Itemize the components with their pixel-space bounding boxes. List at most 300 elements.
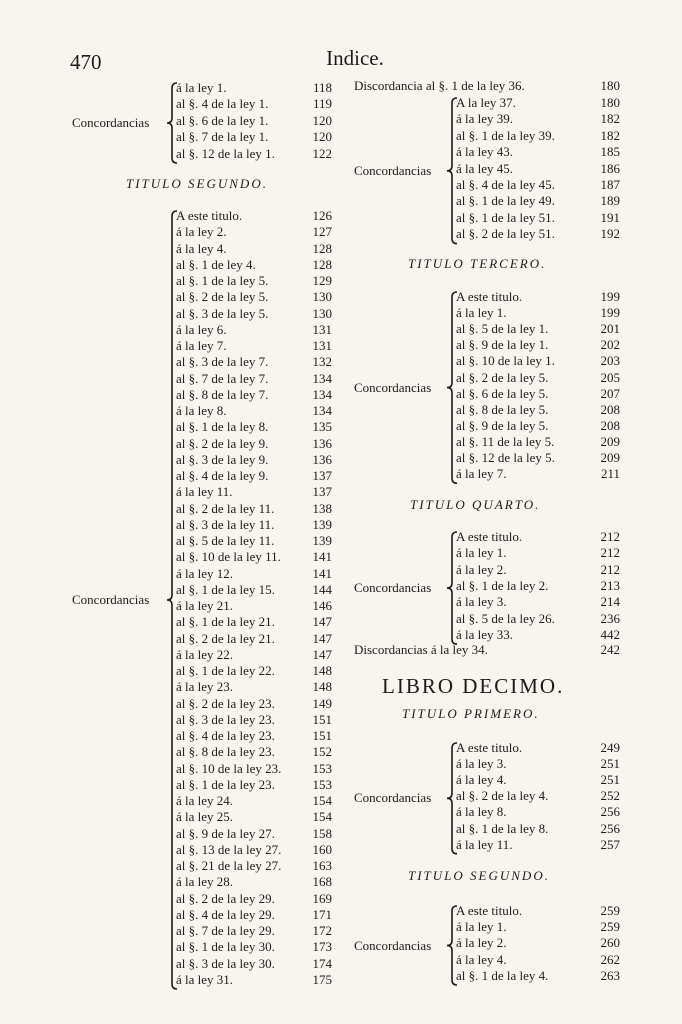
brace-icon: [446, 97, 458, 245]
entry-text: al §. 7 de la ley 29.: [176, 923, 275, 938]
concordancias-group: [0, 208, 345, 988]
list-item: [456, 402, 620, 418]
entry-page: 173: [312, 939, 332, 955]
entry-text: al §. 1 de la ley 15.: [176, 581, 275, 597]
list-item: [176, 566, 332, 582]
discordancia-entry: [354, 642, 620, 658]
list-item: [456, 144, 620, 160]
entry-text: al §. 3 de la ley 30.: [176, 955, 275, 971]
concordancias-label: Concordancias: [354, 580, 432, 596]
list-item: [176, 826, 332, 842]
entry-page: 182: [600, 111, 620, 127]
entry-text: al §. 13 de la ley 27.: [176, 841, 282, 857]
entry-text: á la ley 22.: [176, 646, 234, 662]
list-item: [176, 113, 332, 129]
list-item: [176, 96, 332, 112]
entry-page: 180: [600, 78, 620, 93]
entry-page: 168: [312, 874, 332, 890]
entry-page: 175: [312, 971, 332, 987]
list-item: [176, 793, 332, 809]
list-item: [456, 545, 620, 561]
list-item: [176, 777, 332, 793]
entry-text: á la ley 8.: [176, 403, 227, 418]
entry-text: al §. 8 de la ley 7.: [176, 386, 269, 402]
brace-icon: [446, 291, 458, 484]
entries-list: [456, 903, 620, 984]
brace-icon: [446, 531, 458, 645]
entry-page: 212: [600, 561, 620, 577]
section-heading: TITULO QUARTO.: [410, 497, 541, 512]
entry-page: 160: [312, 841, 332, 857]
list-item: [176, 501, 332, 517]
list-item: [176, 907, 332, 923]
entry-text: al §. 2 de la ley 29.: [176, 890, 275, 906]
list-item: [456, 919, 620, 935]
list-item: [176, 257, 332, 273]
list-item: [456, 353, 620, 369]
list-item: [456, 289, 620, 305]
concordancias-label: Concordancias: [72, 115, 150, 130]
entry-page: 212: [600, 529, 620, 544]
entry-page: 146: [312, 598, 332, 613]
entry-page: 207: [600, 385, 620, 401]
entry-text: al §. 7 de la ley 1.: [176, 129, 269, 145]
list-item: [176, 322, 332, 338]
list-item: [176, 129, 332, 145]
entry-page: 260: [600, 935, 620, 951]
entry-page: 130: [312, 305, 332, 321]
entry-text: al §. 1 de la ley 30.: [176, 939, 275, 955]
concordancias-label: Concordancias: [354, 790, 432, 806]
list-item: [176, 858, 332, 874]
page-number: 470: [70, 50, 102, 74]
entry-page: 148: [312, 679, 332, 695]
concordancias-group: [348, 740, 682, 853]
brace-icon: [166, 82, 178, 164]
entry-text: A la ley 37.: [456, 95, 516, 110]
entry-page: 442: [600, 626, 620, 642]
entry-page: 205: [600, 369, 620, 385]
list-item: [456, 128, 620, 144]
entry-text: A este titulo.: [456, 903, 523, 918]
entry-page: 147: [312, 630, 332, 646]
list-item: [176, 728, 332, 744]
entry-text: á la ley 11.: [456, 836, 513, 852]
list-item: [176, 956, 332, 972]
entry-text: A este titulo.: [176, 208, 243, 223]
list-item: [176, 224, 332, 240]
list-item: [176, 371, 332, 387]
entry-page: 138: [312, 500, 332, 516]
entry-page: 185: [600, 144, 620, 160]
entry-page: 141: [312, 565, 332, 581]
entry-text: al §. 10 de la ley 1.: [456, 353, 555, 369]
entry-page: 242: [600, 642, 620, 657]
list-item: [176, 679, 332, 695]
entry-text: al §. 4 de la ley 29.: [176, 906, 275, 922]
entry-page: 139: [312, 533, 332, 548]
entry-text: á la ley 4.: [456, 772, 507, 788]
discordancia-entry: [354, 78, 620, 94]
concordancias-label: Concordancias: [354, 937, 432, 953]
entry-text: al §. 3 de la ley 11.: [176, 516, 275, 532]
entry-page: 209: [600, 433, 620, 449]
entry-text: al §. 2 de la ley 11.: [176, 500, 275, 516]
entry-page: 139: [312, 516, 332, 532]
entry-page: 122: [312, 145, 332, 161]
list-item: [176, 891, 332, 907]
entry-text: al §. 8 de la ley 5.: [456, 401, 549, 417]
entry-text: al §. 1 de la ley 4.: [456, 967, 549, 983]
entry-text: al §. 9 de la ley 27.: [176, 825, 275, 841]
entry-page: 134: [312, 386, 332, 402]
brace-icon: [446, 742, 458, 855]
list-item: [456, 821, 620, 837]
list-item: [176, 273, 332, 289]
list-item: [456, 611, 620, 627]
entry-page: 180: [600, 95, 620, 110]
list-item: [176, 663, 332, 679]
entry-text: Discordancia al §. 1 de la ley 36.: [354, 78, 525, 93]
entry-page: 130: [312, 289, 332, 305]
list-item: [176, 533, 332, 549]
list-item: [176, 874, 332, 890]
list-item: [456, 772, 620, 788]
entry-page: 249: [600, 740, 620, 755]
entry-text: á la ley 21.: [176, 598, 234, 613]
entry-text: á la ley 2.: [176, 224, 227, 240]
entry-text: al §. 3 de la ley 5.: [176, 305, 269, 321]
entry-page: 252: [600, 788, 620, 804]
list-item: [456, 177, 620, 193]
list-item: [176, 419, 332, 435]
concordancias-label: Concordancias: [72, 592, 150, 607]
entry-text: al §. 2 de la ley 9.: [176, 435, 269, 451]
concordancias-label: Concordancias: [354, 379, 432, 395]
entry-text: á la ley 43.: [456, 144, 514, 160]
entry-text: al §. 1 de la ley 2.: [456, 577, 549, 593]
entry-page: 259: [600, 919, 620, 935]
entry-text: á la ley 4.: [176, 240, 227, 256]
list-item: [456, 434, 620, 450]
entry-page: 147: [312, 646, 332, 662]
list-item: [176, 403, 332, 419]
entry-text: al §. 1 de la ley 8.: [456, 820, 549, 836]
entry-page: 212: [600, 545, 620, 561]
entry-page: 128: [312, 256, 332, 272]
entry-text: á la ley 1.: [456, 305, 507, 321]
entry-page: 262: [600, 951, 620, 967]
entry-page: 158: [312, 825, 332, 841]
list-item: [176, 80, 332, 96]
entry-page: 187: [600, 177, 620, 192]
list-item: [456, 418, 620, 434]
entry-text: al §. 12 de la ley 5.: [456, 450, 555, 465]
list-item: [176, 484, 332, 500]
entry-text: á la ley 1.: [176, 80, 227, 95]
entry-page: 199: [600, 305, 620, 321]
entry-page: 154: [312, 809, 332, 825]
list-item: [456, 95, 620, 111]
list-item: [456, 305, 620, 321]
list-item: [176, 549, 332, 565]
entry-page: 153: [312, 760, 332, 776]
list-item: [176, 582, 332, 598]
entry-text: al §. 1 de la ley 21.: [176, 614, 275, 630]
entry-page: 202: [600, 337, 620, 353]
entry-text: á la ley 12.: [176, 565, 234, 581]
entry-page: 191: [600, 209, 620, 225]
entry-page: 251: [600, 756, 620, 772]
entry-text: á la ley 3.: [456, 594, 507, 610]
entry-text: al §. 1 de la ley 5.: [176, 273, 269, 288]
entry-text: al §. 2 de la ley 4.: [456, 788, 549, 804]
entry-text: A este titulo.: [456, 289, 523, 304]
entry-page: 189: [600, 193, 620, 209]
list-item: [176, 842, 332, 858]
entry-page: 172: [312, 923, 332, 938]
entry-text: al §. 4 de la ley 9.: [176, 468, 269, 483]
entry-text: al §. 1 de la ley 8.: [176, 419, 269, 435]
entry-text: al §. 1 de la ley 39.: [456, 127, 555, 143]
entry-text: al §. 4 de la ley 1.: [176, 96, 269, 112]
brace-icon: [446, 905, 458, 986]
entry-text: al §. 1 de la ley 51.: [456, 209, 555, 225]
entry-text: al §. 9 de la ley 1.: [456, 337, 549, 353]
entry-page: 163: [312, 858, 332, 873]
entry-page: 119: [312, 96, 332, 112]
entry-page: 149: [312, 695, 332, 711]
entry-page: 134: [312, 403, 332, 418]
entry-page: 153: [312, 776, 332, 792]
entry-text: al §. 2 de la ley 5.: [456, 369, 549, 385]
entry-page: 251: [600, 772, 620, 788]
entry-page: 135: [312, 419, 332, 435]
list-item: [176, 712, 332, 728]
entry-text: al §. 1 de la ley 49.: [456, 193, 555, 209]
section-heading: TITULO PRIMERO.: [402, 706, 540, 721]
list-item: [456, 370, 620, 386]
entry-page: 132: [312, 354, 332, 370]
list-item: [176, 241, 332, 257]
entry-page: 118: [312, 80, 332, 95]
entry-text: al §. 10 de la ley 23.: [176, 760, 282, 776]
entry-text: á la ley 23.: [176, 679, 234, 695]
entry-page: 259: [600, 903, 620, 918]
concordancias-group: [348, 289, 682, 482]
entry-text: al §. 6 de la ley 1.: [176, 112, 269, 128]
list-item: [456, 952, 620, 968]
list-item: [176, 289, 332, 305]
entry-text: al §. 2 de la ley 21.: [176, 630, 275, 646]
entry-page: 203: [600, 353, 620, 369]
entry-text: al §. 21 de la ley 27.: [176, 858, 282, 873]
section-heading: TITULO SEGUNDO.: [126, 176, 268, 191]
entry-text: al §. 10 de la ley 11.: [176, 549, 281, 565]
concordancias-label: Concordancias: [354, 162, 432, 178]
list-item: [176, 338, 332, 354]
entry-text: al §. 5 de la ley 26.: [456, 610, 555, 626]
concordancias-group: [348, 903, 682, 984]
book-heading: LIBRO DECIMO.: [382, 674, 565, 698]
list-item: [456, 111, 620, 127]
list-item: [176, 761, 332, 777]
entry-page: 257: [600, 836, 620, 852]
entries-list: [456, 529, 620, 643]
entry-text: á la ley 33.: [456, 626, 514, 642]
entry-page: 169: [312, 890, 332, 906]
entry-text: á la ley 7.: [176, 338, 227, 353]
list-item: [176, 452, 332, 468]
list-item: [176, 647, 332, 663]
list-item: [456, 529, 620, 545]
entry-text: á la ley 45.: [456, 160, 514, 176]
entry-text: al §. 7 de la ley 7.: [176, 370, 269, 386]
entry-text: á la ley 1.: [456, 919, 507, 935]
entry-text: al §. 2 de la ley 5.: [176, 289, 269, 305]
list-item: [456, 804, 620, 820]
list-item: [456, 578, 620, 594]
concordancias-group: [348, 95, 682, 243]
list-item: [456, 756, 620, 772]
list-item: [176, 468, 332, 484]
entry-page: 144: [312, 581, 332, 597]
list-item: [456, 740, 620, 756]
list-item: [456, 466, 620, 482]
list-item: [456, 193, 620, 209]
entry-text: á la ley 28.: [176, 874, 234, 890]
entry-text: al §. 6 de la ley 5.: [456, 385, 549, 401]
entry-text: al §. 2 de la ley 51.: [456, 226, 555, 242]
list-item: [456, 627, 620, 643]
entry-text: á la ley 25.: [176, 809, 234, 825]
entry-text: á la ley 3.: [456, 756, 507, 772]
list-item: [176, 972, 332, 988]
entry-text: á la ley 8.: [456, 804, 507, 820]
entry-text: á la ley 24.: [176, 793, 234, 808]
entry-page: 174: [312, 955, 332, 971]
section-heading: TITULO SEGUNDO.: [408, 868, 550, 883]
entry-text: á la ley 11.: [176, 484, 233, 500]
concordancias-group: [348, 529, 682, 643]
entry-text: al §. 2 de la ley 23.: [176, 695, 275, 711]
list-item: [456, 935, 620, 951]
entry-page: 236: [600, 610, 620, 626]
section-heading: TITULO TERCERO.: [408, 256, 547, 271]
list-item: [456, 562, 620, 578]
entry-text: á la ley 4.: [456, 951, 507, 967]
list-item: [456, 161, 620, 177]
list-item: [456, 594, 620, 610]
entries-list: [176, 80, 332, 162]
entry-page: 208: [600, 417, 620, 433]
entry-page: 137: [312, 484, 332, 500]
list-item: [176, 696, 332, 712]
entries-list: [456, 740, 620, 853]
entry-text: á la ley 1.: [456, 545, 507, 561]
entry-page: 131: [312, 338, 332, 353]
list-item: [176, 809, 332, 825]
entry-page: 151: [312, 711, 332, 727]
entry-text: á la ley 2.: [456, 561, 507, 577]
entry-text: al §. 12 de la ley 1.: [176, 145, 275, 161]
entry-text: al §. 8 de la ley 23.: [176, 744, 275, 760]
entry-page: 141: [312, 549, 332, 565]
entry-text: al §. 4 de la ley 23.: [176, 728, 275, 743]
entry-text: al §. 9 de la ley 5.: [456, 417, 549, 433]
list-item: [456, 903, 620, 919]
entry-page: 120: [312, 112, 332, 128]
entry-text: Discordancias á la ley 34.: [354, 642, 488, 657]
entry-page: 127: [312, 224, 332, 240]
entry-text: á la ley 31.: [176, 971, 234, 987]
entry-page: 154: [312, 793, 332, 808]
list-item: [176, 354, 332, 370]
entry-text: al §. 3 de la ley 9.: [176, 451, 269, 467]
list-item: [456, 210, 620, 226]
list-item: [176, 598, 332, 614]
entry-page: 128: [312, 240, 332, 256]
entry-text: á la ley 7.: [456, 466, 507, 482]
list-item: [176, 631, 332, 647]
entry-page: 137: [312, 468, 332, 483]
page-title: Indice.: [326, 46, 384, 70]
entry-page: 171: [312, 906, 332, 922]
entry-page: 208: [600, 401, 620, 417]
entry-page: 213: [600, 577, 620, 593]
concordancias-group: [0, 80, 345, 162]
entry-text: al §. 1 de ley 4.: [176, 256, 256, 272]
entry-page: 256: [600, 820, 620, 836]
list-item: [176, 146, 332, 162]
entry-text: al §. 4 de la ley 45.: [456, 177, 555, 192]
entry-page: 131: [312, 321, 332, 337]
entry-page: 152: [312, 744, 332, 760]
entry-page: 209: [600, 450, 620, 465]
list-item: [176, 436, 332, 452]
list-item: [176, 923, 332, 939]
list-item: [456, 968, 620, 984]
list-item: [176, 306, 332, 322]
entry-text: á la ley 6.: [176, 321, 227, 337]
entry-text: al §. 5 de la ley 1.: [456, 321, 549, 337]
entry-page: 148: [312, 663, 332, 678]
entry-page: 129: [312, 273, 332, 288]
entry-text: al §. 3 de la ley 23.: [176, 711, 275, 727]
entry-page: 263: [600, 967, 620, 983]
list-item: [456, 788, 620, 804]
entry-page: 134: [312, 370, 332, 386]
entries-list: [176, 208, 332, 988]
entry-page: 192: [600, 226, 620, 242]
entries-list: [456, 95, 620, 243]
entry-text: al §. 3 de la ley 7.: [176, 354, 269, 370]
entry-text: al §. 1 de la ley 22.: [176, 663, 275, 678]
entry-page: 151: [312, 728, 332, 743]
entry-page: 120: [312, 129, 332, 145]
entry-page: 126: [312, 208, 332, 223]
list-item: [456, 837, 620, 853]
entry-page: 136: [312, 451, 332, 467]
entry-page: 147: [312, 614, 332, 630]
entry-page: 201: [600, 321, 620, 337]
brace-icon: [166, 210, 178, 990]
entry-text: A este titulo.: [456, 740, 523, 755]
entry-page: 211: [600, 466, 620, 482]
list-item: [176, 387, 332, 403]
entry-page: 186: [600, 160, 620, 176]
list-item: [176, 614, 332, 630]
